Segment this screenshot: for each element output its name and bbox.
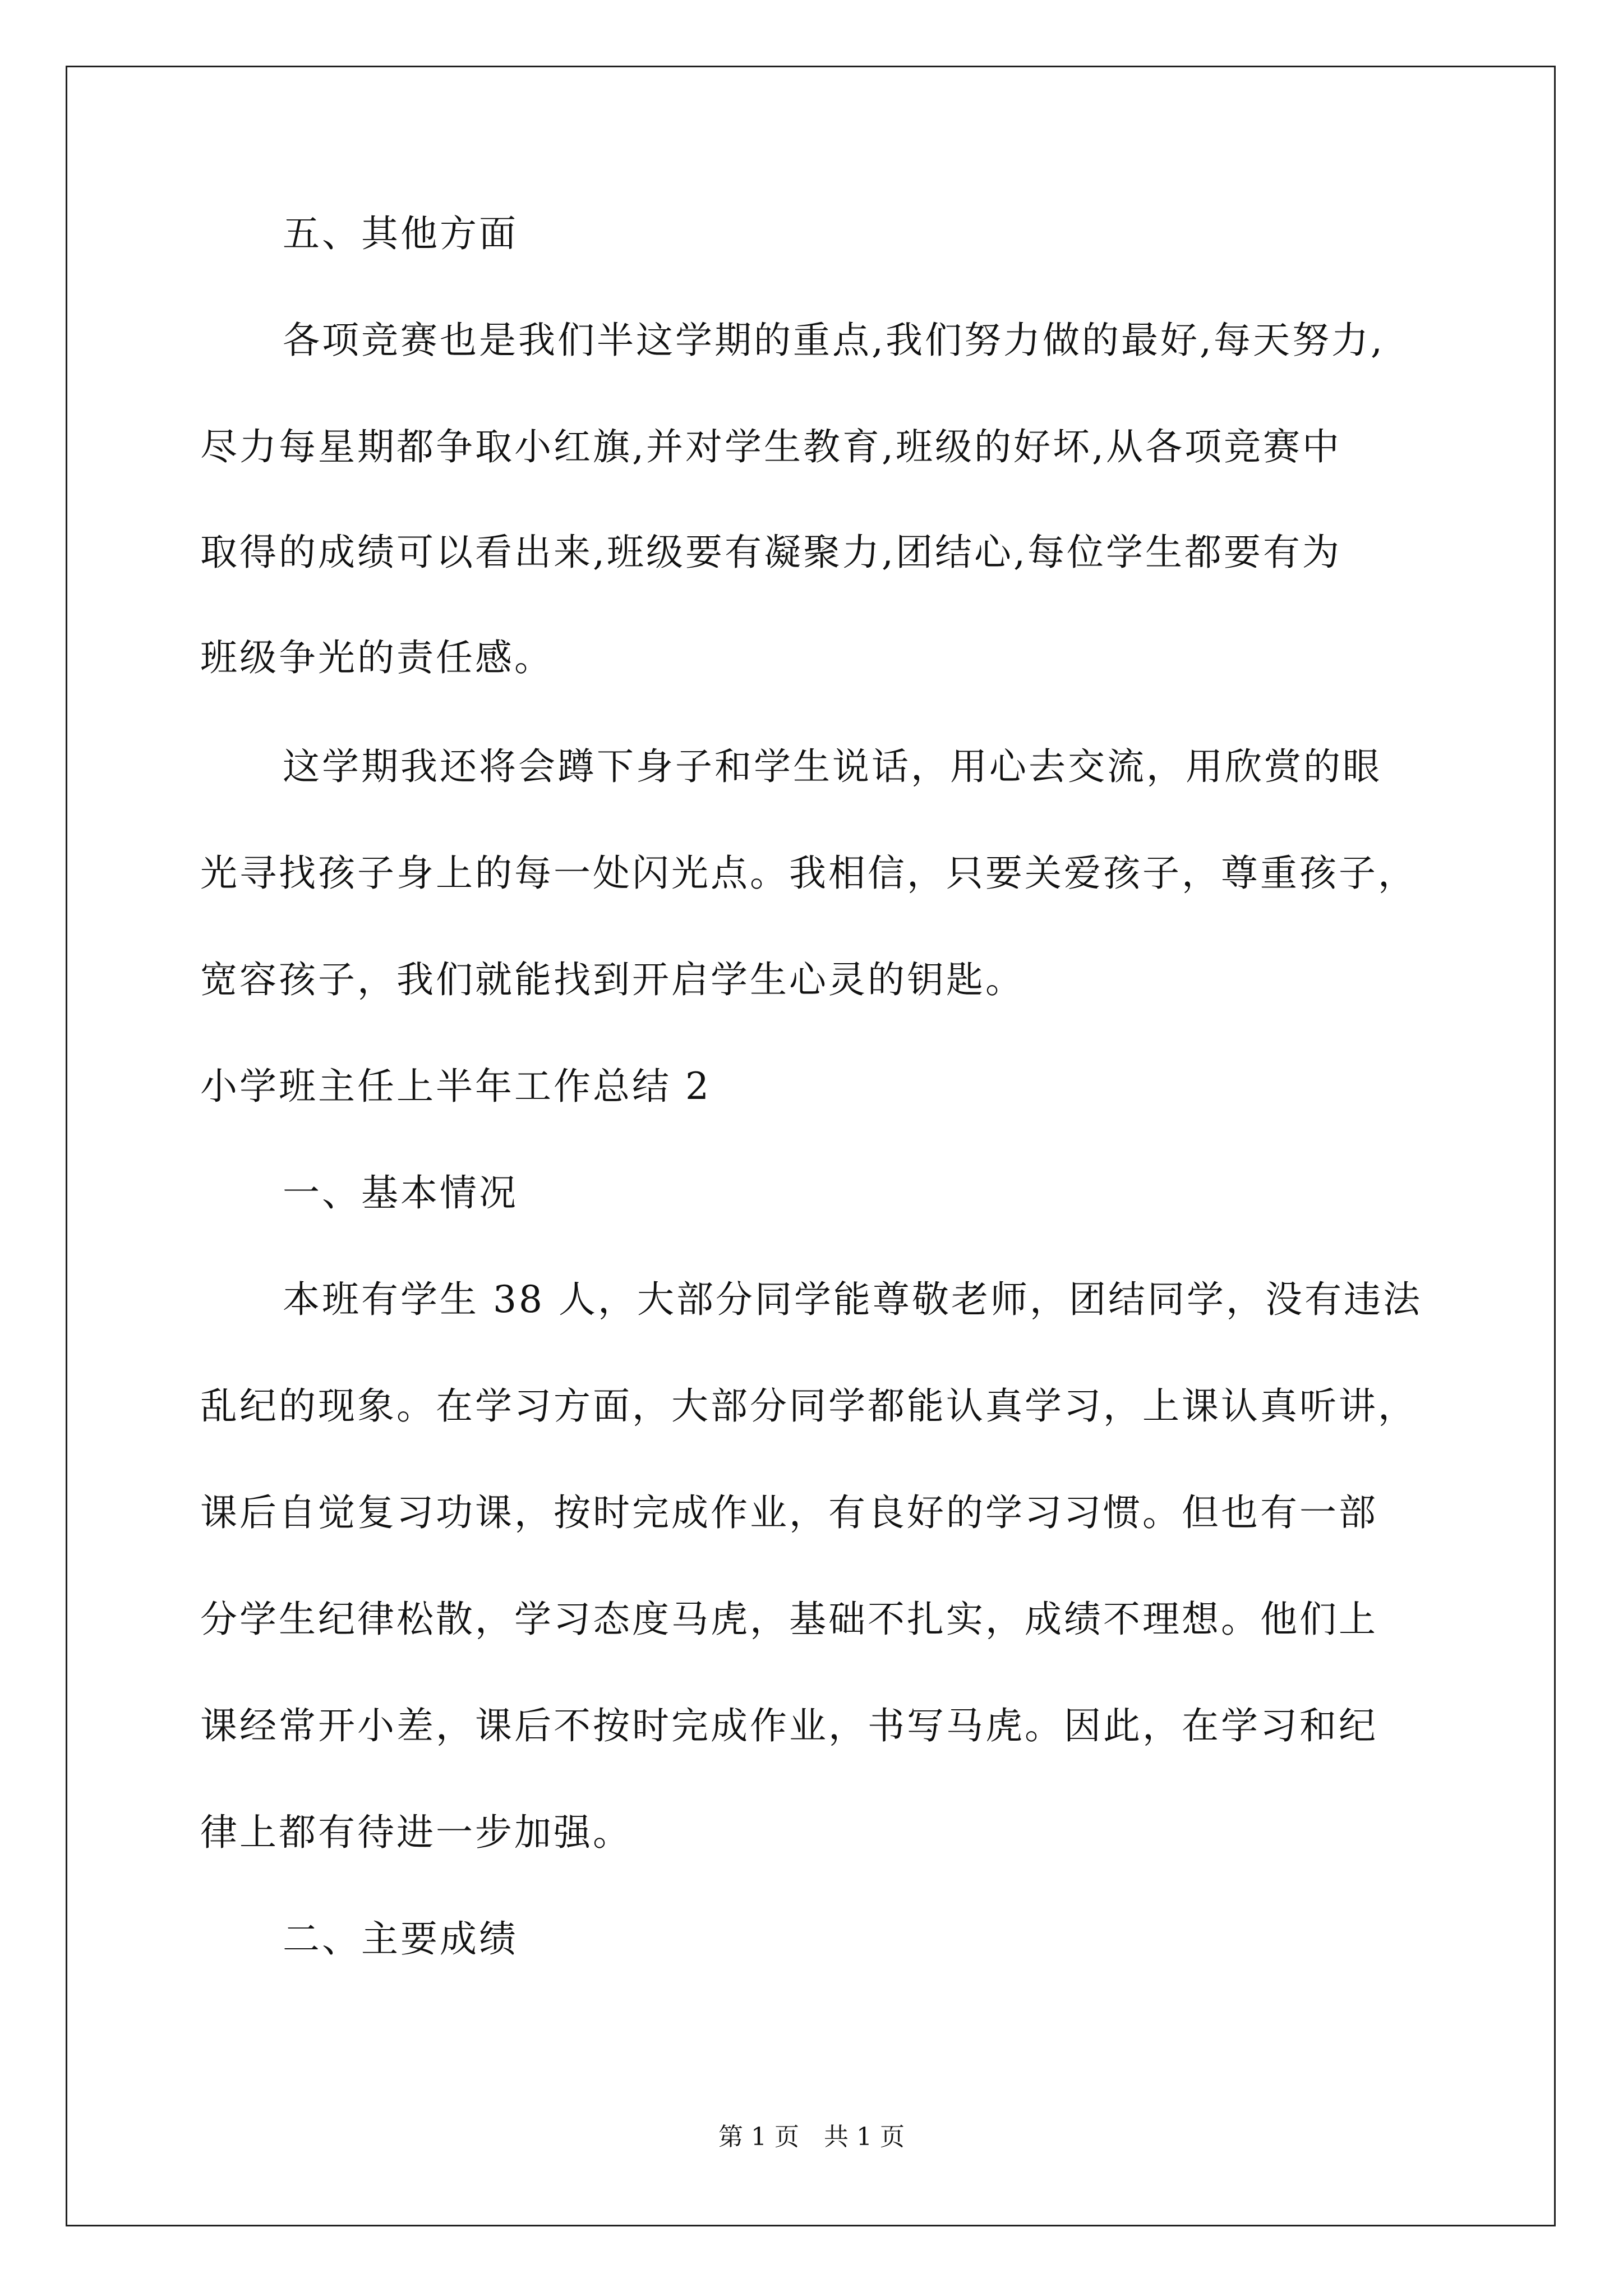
paragraph-line: 课经常开小差，课后不按时完成作业，书写马虎。因此，在学习和纪 bbox=[200, 1704, 1378, 1747]
section-heading-basic-situation: 一、基本情况 bbox=[283, 1171, 518, 1214]
section-heading-other-aspects: 五、其他方面 bbox=[283, 212, 518, 255]
paragraph-line: 取得的成绩可以看出来,班级要有凝聚力,团结心,每位学生都要有为 bbox=[200, 531, 1341, 574]
paragraph-line: 这学期我还将会蹲下身子和学生说话，用心去交流，用欣赏的眼 bbox=[283, 745, 1382, 788]
paragraph-line: 律上都有待进一步加强。 bbox=[200, 1811, 632, 1854]
paragraph-line: 乱纪的现象。在学习方面，大部分同学都能认真学习，上课认真听讲， bbox=[200, 1384, 1417, 1428]
paragraph-line: 宽容孩子，我们就能找到开启学生心灵的钥匙。 bbox=[200, 958, 1025, 1001]
document-title: 小学班主任上半年工作总结 2 bbox=[200, 1065, 711, 1108]
section-heading-main-achievements: 二、主要成绩 bbox=[283, 1917, 518, 1961]
page-footer: 第 1 页 共 1 页 bbox=[718, 2123, 905, 2151]
paragraph-line: 光寻找孩子身上的每一处闪光点。我相信，只要关爱孩子，尊重孩子， bbox=[200, 852, 1417, 895]
paragraph-line: 本班有学生 38 人，大部分同学能尊敬老师，团结同学，没有违法 bbox=[283, 1278, 1422, 1321]
paragraph-line: 课后自觉复习功课，按时完成作业，有良好的学习习惯。但也有一部 bbox=[200, 1491, 1378, 1534]
paragraph-line: 班级争光的责任感。 bbox=[200, 636, 554, 679]
paragraph-line: 各项竞赛也是我们半这学期的重点,我们努力做的最好,每天努力, bbox=[283, 319, 1385, 362]
page-border bbox=[66, 66, 1556, 2226]
paragraph-line: 尽力每星期都争取小红旗,并对学生教育,班级的好坏,从各项竞赛中 bbox=[200, 425, 1341, 468]
paragraph-line: 分学生纪律松散，学习态度马虎，基础不扎实，成绩不理想。他们上 bbox=[200, 1598, 1378, 1641]
